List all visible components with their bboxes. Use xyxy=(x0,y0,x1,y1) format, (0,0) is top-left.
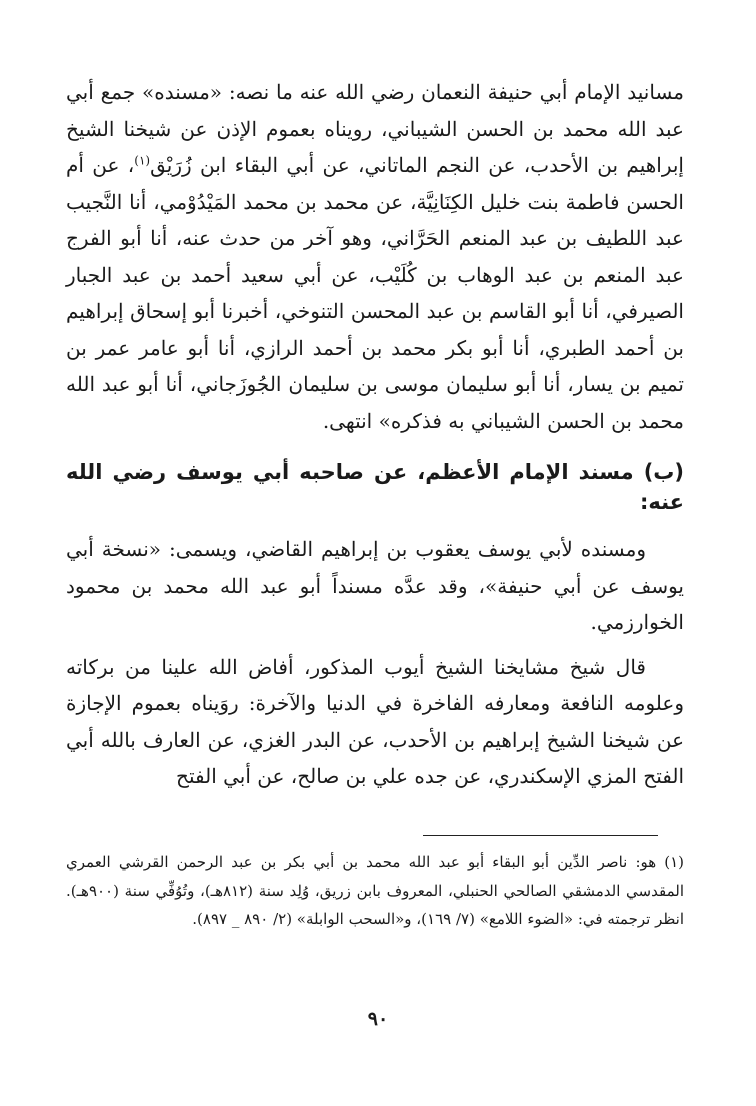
footnote-item xyxy=(66,848,684,934)
page-number: ٩٠ xyxy=(367,1008,389,1030)
main-text xyxy=(66,74,684,795)
paragraph-abu-yusuf: ومسنده لأبي يوسف يعقوب بن إبراهيم القاضي، ويسمى: «نسخة أبي يوسف عن أبي حنيفة»، وقد عدَّه مسنداً أبو عبد الله محمد بن محمود الخوارزمي. xyxy=(66,537,684,634)
paragraph-musnad-shaybani xyxy=(66,74,684,439)
paragraph-text-continued: ، عن أم الحسن فاطمة بنت خليل الكِنَانِيَّة، عن محمد بن محمد المَيْدُوْمي، أنا النَّجيب عبد اللطيف بن عبد المنعم الحَرَّاني، وهو آخر من حدث عنه، أنا أبو الفرج عبد المنعم بن عبد الوهاب بن كُلَيْب، عن أبي سعيد أحمد بن عبد الجبار الصيرفي، أنا أبو القاسم بن عبد المحسن التنوخي، أخبرنا أبو إسحاق إبراهيم بن أحمد الطبري، أنا أبو بكر محمد بن أحمد الرازي، أنا أبو عامر عمر بن تميم بن يسار، أنا أبو سليمان موسى بن سليمان الجُوزَجاني، أنا أبو عبد الله محمد بن الحسن الشيباني به فذكره» انتهى. xyxy=(66,153,684,433)
footnote-reference[interactable]: (١) xyxy=(134,153,151,168)
section-heading: (ب) مسند الإمام الأعظم، عن صاحبه أبي يوسف رضي الله عنه: xyxy=(66,460,684,514)
paragraph-ayyub: قال شيخ مشايخنا الشيخ أيوب المذكور، أفاض الله علينا من بركاته وعلومه النافعة ومعارفه الفاخرة في الدنيا والآخرة: روَيناه بعموم الإجازة عن شيخنا الشيخ إبراهيم بن الأحدب، عن البدر الغزي، عن العارف بالله أبي الفتح المزي الإسكندري، عن جده علي بن صالح، عن أبي الفتح xyxy=(66,654,684,788)
footnote-separator xyxy=(423,835,658,836)
footnote-number: (١) xyxy=(664,853,684,871)
footnotes xyxy=(66,848,684,934)
paragraph-text: مسانيد الإمام أبي حنيفة النعمان رضي الله عنه ما نصه: «مسنده» جمع أبي عبد الله محمد بن الحسن الشيباني، رويناه بعموم الإذن عن شيخنا الشيخ إبراهيم بن الأحدب، عن النجم الماتاني، عن أبي البقاء ابن زُرَيْق xyxy=(66,80,684,177)
footnote-text: هو: ناصر الدِّين أبو البقاء أبو عبد الله محمد بن أبي بكر بن عبد الرحمن القرشي العمري المقدسي الدمشقي الصالحي الحنبلي، المعروف بابن زريق، وُلِد سنة (٨١٢هـ)، وتُوُفِّي سنة (٩٠٠هـ). انظر ترجمته في: «الضوء اللامع» (٧/ ١٦٩)، و«السحب الوابلة» (٢/ ٨٩٠ _ ٨٩٧). xyxy=(66,853,684,928)
